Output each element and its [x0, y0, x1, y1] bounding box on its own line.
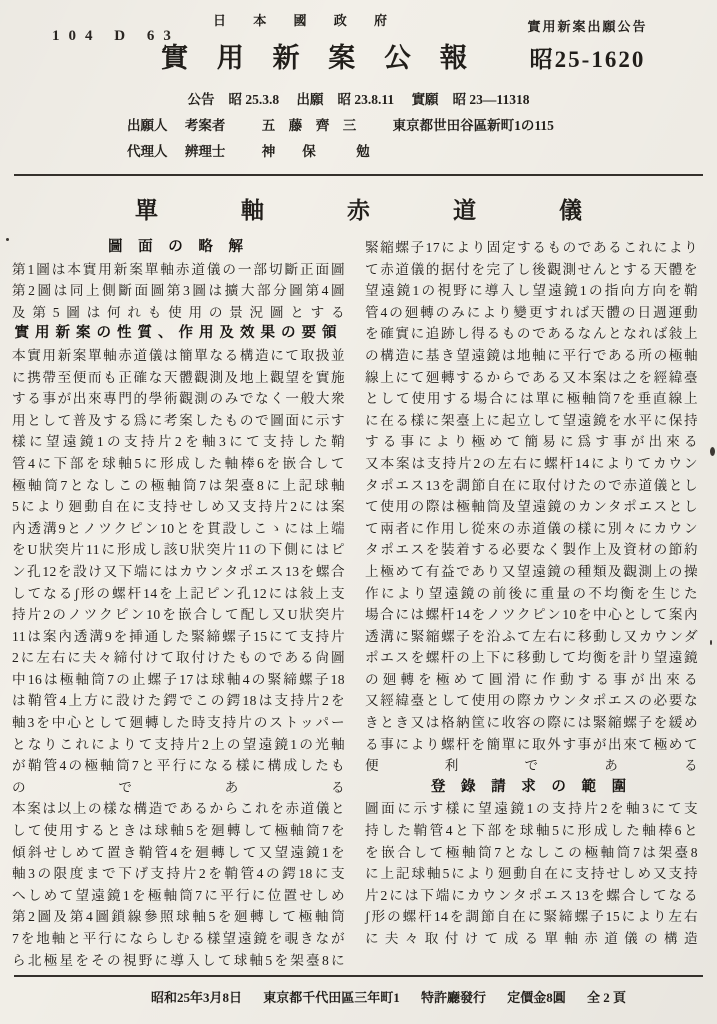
gazette-title: 實 用 新 案 公 報 [161, 43, 478, 73]
left-column [12, 237, 345, 971]
text-line: の廻轉を極めて圓滑に作動する事が出來る [365, 671, 698, 687]
text-line: 緊縮螺子17により固定するものであるこれにより [365, 240, 698, 255]
text-line: に夫々取付けて成る單軸赤道儀の構造 [365, 931, 698, 946]
classification-code: 104 D 63 [52, 28, 180, 44]
section-heading: 圖 面 の 略 解 [108, 239, 249, 255]
text-line: に携帶至便而も正確な天體觀測及地上觀望を實施 [12, 369, 345, 385]
text-line: 上極めて有益であり又望遠鏡の種類及觀測上の操 [365, 563, 698, 579]
bibliographic-meta [0, 88, 717, 160]
footer-divider [14, 975, 703, 977]
text-line: 第2圖は同上側斷面圖第3圖は擴大部分圖第4圖 [12, 283, 345, 299]
text-line: タポエスを裝着する必要なく製作上及資材の節約 [365, 542, 698, 558]
text-line: 本案は以上の樣な構造であるからこれを赤道儀と [12, 801, 345, 817]
text-line: に在る樣に架臺上に起立して望遠鏡を水平に保持 [365, 412, 698, 428]
applicant-name: 五 藤 齊 三 [261, 118, 357, 133]
text-line: 又本案は支持片2の左右に螺杆14によりてカウン [365, 455, 698, 471]
text-line: 傾斜せしめて置き鞘管4を廻轉して又望遠鏡1を [12, 844, 345, 860]
text-line: 持した鞘管4と下部を球軸5に形成した軸棒6と [365, 823, 698, 839]
text-line: 線上にて廻轉するからである又本案は之を經緯臺 [365, 369, 698, 385]
text-line: 樣に望遠鏡1の支持片2を軸3にて支持した鞘 [12, 434, 345, 450]
applicant-row [0, 114, 717, 134]
agent-row [0, 140, 717, 160]
applicant-role: 考案者 [184, 118, 226, 133]
shutsugan-date: 昭 23.8.11 [337, 92, 395, 107]
text-line: 及第5圖は何れも使用の景況圖とする [12, 304, 345, 320]
text-line: 望遠鏡1の視野に導入し望遠鏡1の指向方向を鞘 [365, 283, 698, 299]
text-line: へしめて望遠鏡1を極軸筒7に平行に位置せしめ [12, 887, 345, 903]
price: 定價金8圓 [507, 990, 566, 1005]
agent-role: 辨理士 [184, 144, 226, 159]
scan-artifact [710, 447, 715, 456]
header-divider [14, 174, 703, 176]
text-line: となりこれによりて支持片2上の望遠鏡1の光軸 [12, 736, 345, 752]
imprint-line [60, 987, 717, 1006]
text-line: の構造に基き望遠鏡は地軸に平行である所の極軸 [365, 347, 698, 363]
text-line: ン孔12を設け又下端にはカウンタポエス13を螺合 [12, 563, 345, 579]
text-line: として使用する場合には單に極軸筒7を垂直線上 [365, 391, 698, 407]
text-line: 透溝に緊縮螺子を沿ふて左右に移動し又カウンダ [365, 628, 698, 644]
text-line: 5により廻動自在に支持せしめ又支持片2には案 [12, 499, 345, 515]
text-line: 圖面に示す樣に望遠鏡1の支持片2を軸3にて支 [365, 801, 698, 817]
text-line: 2に左右に夫々締付けて取付けたものである尙圖 [12, 650, 345, 666]
publication-type: 實用新案出願公告 [527, 19, 648, 34]
text-line: を確實に追跡し得るものであるなんとなれば敍上 [365, 326, 698, 342]
kokoku-date: 昭 25.3.8 [228, 92, 280, 107]
scan-artifact [6, 238, 9, 241]
text-line: して使用するときは球軸5を廻轉して極軸筒7を [12, 823, 345, 839]
kokoku-label: 公告 [187, 92, 215, 107]
section-heading: 實用新案の性質、作用及效果の要領 [14, 325, 343, 342]
jitsugan-number: 昭 23—11318 [452, 92, 530, 107]
right-column [365, 237, 698, 971]
government-line: 日 本 國 政 府 [212, 13, 399, 28]
issue-date: 昭和25年3月8日 [150, 990, 242, 1005]
text-line: て兩者に作用し從來の赤道儀の樣に別々にカウン [365, 520, 698, 536]
text-line: 片2には下端にカウンタポエス13を螺合してなる [365, 887, 698, 903]
text-line: 第1圖は本實用新案單軸赤道儀の一部切斷正面圖 [12, 261, 345, 277]
text-line: 本實用新案單軸赤道儀は簡單なる構造にて取扱並 [12, 347, 345, 363]
applicant-label: 出願人 [127, 118, 168, 133]
text-line: に上記球軸5により廻動自在に支持せしめ又支持 [365, 866, 698, 882]
text-line: する事により極めて簡易に爲す事が出來る [365, 434, 698, 450]
body-columns [0, 225, 717, 971]
text-line: 軸3の限度まで下げ支持片2を鞘管4の鍔18に支 [12, 866, 345, 882]
text-line: タポエス13を調節自在に取付けたので赤道儀とし [365, 477, 698, 493]
text-line: 便利である [365, 758, 698, 774]
shutsugan-label: 出願 [296, 92, 324, 107]
text-line: 用として普及する爲に考案したもので圖面に示す [12, 412, 345, 428]
text-line: きとき又は格納筐に收容の際には緊縮螺子を緩め [365, 715, 698, 731]
publisher-address: 東京都千代田區三年町1 [263, 990, 400, 1005]
text-line: 第2圖及第4圖鎖線參照球軸5を廻轉して極軸筒 [12, 909, 345, 925]
text-line: ら北極星をその視野に導入して球軸5を架臺8に [12, 952, 345, 968]
text-line: 持片2のノツクピン10を嵌合して配し又U狀突片 [12, 607, 345, 623]
text-line: が鞘管4の極軸筒7と平行になる樣に構成したも [12, 758, 345, 774]
page-header [0, 0, 717, 80]
text-line: のである [12, 779, 345, 795]
dates-row [0, 88, 717, 108]
agent-name: 神 保 勉 [261, 144, 370, 159]
text-line: する事が出來專門的學術觀測のみでなく一般大衆 [12, 391, 345, 407]
agent-label: 代理人 [127, 144, 168, 159]
text-line: 管4の廻轉のみにより變更すれば天體の日週運動 [365, 304, 698, 320]
text-line: 軸3を中心として廻轉した時支持片のストッパー [12, 715, 345, 731]
text-line: 內透溝9とノツクピン10とを貫設しこゝには上端 [12, 520, 345, 536]
text-line: をU狀突片11に形成し該U狀突片11の下側にはピ [12, 542, 345, 558]
text-line: してなるʃ形の螺杆14を上記ピン孔12には敍上支 [12, 585, 345, 601]
invention-title: 單 軸 赤 道 儀 [135, 198, 612, 223]
publisher-name: 特許廳發行 [420, 990, 486, 1005]
page-footer [0, 967, 717, 1024]
text-line: 管4に下部を球軸5に形成した軸棒6を嵌合して [12, 455, 345, 471]
text-line: ʃ形の螺杆14を調節自在に緊締螺子15により左右 [365, 909, 698, 925]
government-title-block [150, 10, 478, 75]
text-line: を嵌合して極軸筒7となしこの極軸筒7は架臺8 [365, 844, 698, 860]
applicant-address: 東京都世田谷區新町1の115 [392, 118, 554, 133]
text-line: 中16は極軸筒7の止螺子17は球軸4の緊締螺子18 [12, 671, 345, 687]
section-heading: 登 錄 請 求 の 範 圍 [430, 778, 633, 795]
text-line: て赤道儀的据付を完了し後觀測せんとする天體を [365, 261, 698, 277]
text-line: 11は案內透溝9を挿通した緊締螺子15にて支持片 [12, 628, 345, 644]
text-line: は鞘管4上方に設けた鍔でこの鍔18は支持片2を [12, 693, 345, 709]
publication-block [480, 16, 695, 74]
text-line: 作により望遠鏡の前後に重量の不均衡を生じた [365, 585, 698, 601]
text-line: る事により螺杆を簡單に取外す事が出來て極めて [365, 736, 698, 752]
page-count: 全 2 頁 [587, 990, 627, 1005]
scan-artifact [710, 640, 712, 645]
text-line: 7を地軸と平行にならしむる樣望遠鏡を覗きなが [12, 931, 345, 946]
text-line: 極軸筒7となしこの極軸筒7は架臺8に上記球軸 [12, 477, 345, 493]
text-line: て使用の際は極軸筒及望遠鏡のカンタポエスとし [365, 499, 698, 515]
publication-number: 昭25-1620 [529, 47, 646, 72]
text-line: ポエスを螺杆の上下に移動して均衡を計り望遠鏡 [365, 650, 698, 666]
text-line: 場合には螺杆14をノツクピン10を中心として案內 [365, 607, 698, 623]
text-line: 又經緯臺として使用の際カウンタポエスの必要な [365, 693, 698, 709]
jitsugan-label: 實願 [411, 92, 439, 107]
